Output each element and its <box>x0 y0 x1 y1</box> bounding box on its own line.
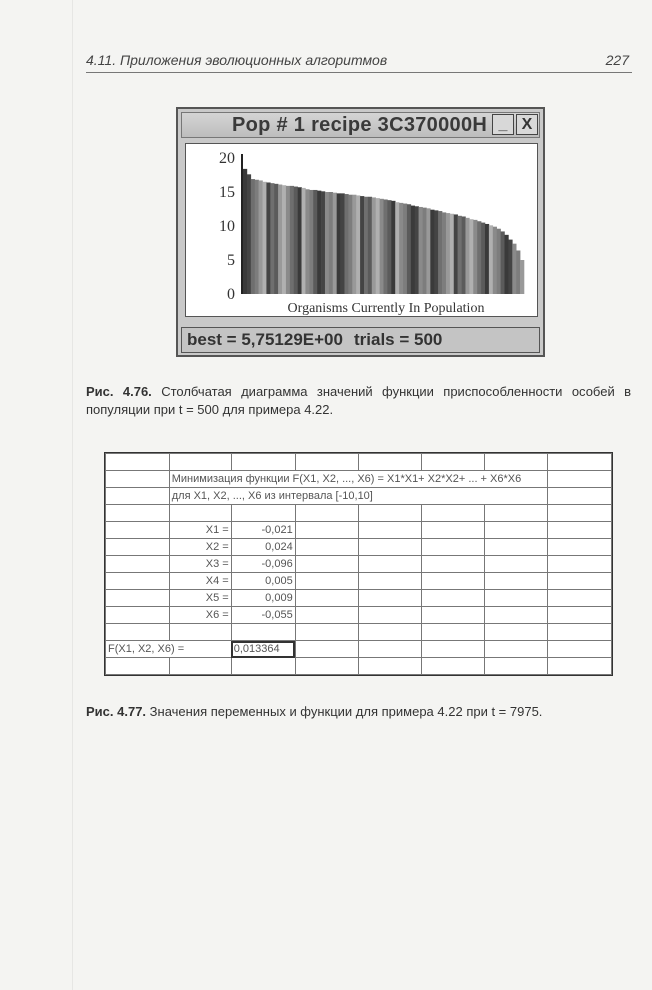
sheet-cell[interactable] <box>484 658 547 675</box>
sheet-cell[interactable] <box>295 539 358 556</box>
sheet-cell[interactable] <box>106 624 170 641</box>
sheet-cell[interactable] <box>106 590 170 607</box>
sheet-cell[interactable] <box>106 556 170 573</box>
sheet-cell[interactable] <box>106 522 170 539</box>
sheet-row <box>106 488 612 505</box>
sheet-cell[interactable] <box>358 624 421 641</box>
bar <box>446 213 450 294</box>
sheet-cell[interactable] <box>358 641 421 658</box>
variable-label[interactable]: X4 = <box>169 573 231 590</box>
variable-label[interactable]: X1 = <box>169 522 231 539</box>
minimize-button[interactable]: _ <box>492 114 514 135</box>
bar <box>302 188 306 294</box>
section-title: 4.11. Приложения эволюционных алгоритмов <box>86 52 388 68</box>
sheet-row <box>106 658 612 675</box>
sheet-cell[interactable] <box>547 624 611 641</box>
bar <box>411 206 415 294</box>
caption-text: Значения переменных и функции для примера 4.22 при t = 7975. <box>149 704 543 719</box>
y-tick-label: 0 <box>227 286 235 303</box>
sheet-cell[interactable] <box>106 607 170 624</box>
variable-value[interactable]: -0,055 <box>231 607 295 624</box>
variable-label[interactable]: X5 = <box>169 590 231 607</box>
bar <box>321 191 325 294</box>
sheet-cell[interactable] <box>169 454 231 471</box>
sheet-cell[interactable] <box>358 590 421 607</box>
bar <box>477 221 481 294</box>
bar <box>454 214 458 294</box>
running-header <box>86 50 631 72</box>
bar <box>380 199 384 294</box>
bar <box>290 186 294 294</box>
sheet-cell[interactable] <box>358 658 421 675</box>
sheet-cell[interactable] <box>106 505 170 522</box>
sheet-cell[interactable] <box>358 539 421 556</box>
sheet-cell[interactable] <box>547 573 611 590</box>
sheet-cell[interactable] <box>231 505 295 522</box>
sheet-cell[interactable] <box>547 505 611 522</box>
bar <box>247 174 251 294</box>
bar <box>259 180 263 294</box>
bar <box>426 208 430 294</box>
sheet-cell[interactable] <box>358 607 421 624</box>
bar <box>317 191 321 294</box>
caption-label: Рис. 4.76. <box>86 384 152 399</box>
bar <box>399 203 403 294</box>
bar <box>337 193 341 294</box>
bar <box>438 211 442 294</box>
sheet-title-line[interactable]: для X1, X2, ..., X6 из интервала [-10,10] <box>169 488 547 505</box>
bar <box>508 240 512 294</box>
sheet-cell[interactable] <box>547 590 611 607</box>
bar <box>298 187 302 294</box>
sheet-cell[interactable] <box>231 624 295 641</box>
sheet-cell[interactable] <box>358 573 421 590</box>
bar <box>434 210 438 294</box>
bar <box>442 212 446 294</box>
sheet-cell[interactable] <box>547 488 611 505</box>
variable-label[interactable]: X6 = <box>169 607 231 624</box>
sheet-cell[interactable] <box>421 539 484 556</box>
spreadsheet-grid <box>105 453 612 675</box>
bar <box>430 210 434 294</box>
sheet-cell[interactable] <box>106 454 170 471</box>
bar <box>368 197 372 294</box>
variable-label[interactable]: X3 = <box>169 556 231 573</box>
bar <box>356 195 360 294</box>
sheet-cell[interactable] <box>421 658 484 675</box>
bar <box>263 182 267 294</box>
bar <box>516 250 520 294</box>
bar <box>266 182 270 294</box>
sheet-row <box>106 590 612 607</box>
sheet-row <box>106 522 612 539</box>
bar <box>473 220 477 294</box>
sheet-cell[interactable] <box>106 488 170 505</box>
bar <box>391 201 395 294</box>
sheet-row <box>106 539 612 556</box>
sheet-row <box>106 641 612 658</box>
sheet-cell[interactable] <box>231 454 295 471</box>
spreadsheet <box>104 452 613 676</box>
sheet-cell[interactable] <box>295 641 358 658</box>
bar <box>469 219 473 294</box>
window-titlebar[interactable] <box>181 112 540 138</box>
y-tick-label: 15 <box>219 184 235 201</box>
bar <box>364 197 368 294</box>
bar <box>493 227 497 294</box>
close-button[interactable]: X <box>516 114 538 135</box>
y-tick-label: 10 <box>219 218 235 235</box>
sheet-cell[interactable] <box>421 556 484 573</box>
bar <box>294 187 298 294</box>
window-title: Pop # 1 recipe 3C370000H <box>232 114 488 136</box>
sheet-cell[interactable] <box>295 590 358 607</box>
sheet-cell[interactable] <box>547 607 611 624</box>
bar <box>458 216 462 294</box>
bar <box>423 208 427 294</box>
sheet-cell[interactable] <box>484 522 547 539</box>
sheet-cell[interactable] <box>295 573 358 590</box>
sheet-row <box>106 556 612 573</box>
variable-value[interactable]: -0,021 <box>231 522 295 539</box>
sheet-cell[interactable] <box>106 658 170 675</box>
result-value[interactable]: 0,013364 <box>231 641 295 658</box>
sheet-cell[interactable] <box>547 641 611 658</box>
sheet-cell[interactable] <box>547 658 611 675</box>
x-axis-label: Organisms Currently In Population <box>287 301 485 316</box>
sheet-cell[interactable] <box>484 539 547 556</box>
sheet-cell[interactable] <box>358 505 421 522</box>
sheet-row <box>106 573 612 590</box>
sheet-cell[interactable] <box>484 454 547 471</box>
sheet-row <box>106 471 612 488</box>
bar <box>497 229 501 294</box>
bar <box>465 218 469 294</box>
bar <box>360 196 364 294</box>
best-value: best = 5,75129E+00 <box>187 330 343 349</box>
bar <box>255 180 259 294</box>
sheet-row <box>106 505 612 522</box>
sheet-cell[interactable] <box>358 522 421 539</box>
figure-4-76-caption <box>86 383 631 419</box>
variable-value[interactable]: 0,024 <box>231 539 295 556</box>
bar <box>243 169 247 294</box>
trials-value: trials = 500 <box>354 330 443 349</box>
result-label[interactable]: F(X1, X2, X6) = <box>106 641 232 658</box>
bar <box>333 193 337 294</box>
sheet-cell[interactable] <box>421 641 484 658</box>
bar <box>407 204 411 294</box>
bar <box>286 186 290 294</box>
variable-label[interactable]: X2 = <box>169 539 231 556</box>
sheet-cell[interactable] <box>484 505 547 522</box>
sheet-cell[interactable] <box>295 607 358 624</box>
bar <box>504 235 508 294</box>
sheet-cell[interactable] <box>295 505 358 522</box>
variable-value[interactable]: 0,005 <box>231 573 295 590</box>
sheet-cell[interactable] <box>295 624 358 641</box>
sheet-cell[interactable] <box>295 658 358 675</box>
bar <box>403 204 407 294</box>
sheet-cell[interactable] <box>421 505 484 522</box>
sheet-cell[interactable] <box>547 471 611 488</box>
variable-value[interactable]: -0,096 <box>231 556 295 573</box>
sheet-cell[interactable] <box>421 624 484 641</box>
header-rule <box>86 72 632 73</box>
fitness-bar-chart <box>186 144 537 316</box>
sheet-cell[interactable] <box>547 539 611 556</box>
bar <box>348 195 352 294</box>
bar <box>329 192 333 294</box>
bar <box>274 184 278 294</box>
bar <box>395 202 399 294</box>
sheet-cell[interactable] <box>106 471 170 488</box>
bar <box>251 179 255 294</box>
sheet-cell[interactable] <box>547 556 611 573</box>
sheet-cell[interactable] <box>295 522 358 539</box>
sheet-row <box>106 454 612 471</box>
sheet-cell[interactable] <box>547 522 611 539</box>
figure-4-77-caption <box>86 703 631 721</box>
chart-plot-area <box>185 143 538 317</box>
bar <box>270 183 274 294</box>
sheet-cell[interactable] <box>106 573 170 590</box>
sheet-cell[interactable] <box>484 556 547 573</box>
bar <box>344 194 348 294</box>
sheet-cell[interactable] <box>358 556 421 573</box>
bar <box>450 214 454 294</box>
bar <box>325 192 329 294</box>
bar <box>384 199 388 294</box>
sheet-cell[interactable] <box>231 658 295 675</box>
bar <box>278 185 282 294</box>
sheet-cell[interactable] <box>169 505 231 522</box>
bar <box>305 189 309 294</box>
bar <box>372 197 376 294</box>
bar <box>481 223 485 294</box>
sheet-cell[interactable] <box>547 454 611 471</box>
population-window <box>176 107 545 357</box>
status-bar <box>181 327 540 353</box>
sheet-cell[interactable] <box>421 590 484 607</box>
bar <box>309 190 313 294</box>
caption-label: Рис. 4.77. <box>86 704 147 719</box>
sheet-row <box>106 624 612 641</box>
page-number: 227 <box>605 52 629 68</box>
sheet-cell[interactable] <box>421 454 484 471</box>
bar <box>376 198 380 294</box>
bar <box>485 224 489 294</box>
sheet-cell[interactable] <box>295 454 358 471</box>
sheet-cell[interactable] <box>169 624 231 641</box>
bar <box>462 216 466 294</box>
bar <box>520 260 524 294</box>
sheet-cell[interactable] <box>484 573 547 590</box>
bar <box>415 206 419 294</box>
y-tick-label: 5 <box>227 252 235 269</box>
sheet-cell[interactable] <box>106 539 170 556</box>
bar <box>341 193 345 294</box>
sheet-cell[interactable] <box>421 607 484 624</box>
bar <box>501 231 505 294</box>
bar <box>512 244 516 294</box>
sheet-cell[interactable] <box>484 624 547 641</box>
sheet-cell[interactable] <box>295 556 358 573</box>
sheet-cell[interactable] <box>358 454 421 471</box>
sheet-cell[interactable] <box>421 573 484 590</box>
bar <box>352 195 356 294</box>
variable-value[interactable]: 0,009 <box>231 590 295 607</box>
caption-text: Столбчатая диаграмма значений функции приспособленности особей в популяции при t = 500 для примера 4.22. <box>86 384 631 417</box>
y-tick-label: 20 <box>219 150 235 167</box>
sheet-cell[interactable] <box>484 641 547 658</box>
sheet-cell[interactable] <box>169 658 231 675</box>
bar <box>419 207 423 294</box>
bar <box>282 185 286 294</box>
sheet-title-line[interactable]: Минимизация функции F(X1, X2, ..., X6) = X1*X1+ X2*X2+ ... + X6*X6 <box>169 471 547 488</box>
sheet-row <box>106 607 612 624</box>
bar <box>489 225 493 294</box>
sheet-cell[interactable] <box>484 607 547 624</box>
sheet-cell[interactable] <box>421 522 484 539</box>
sheet-cell[interactable] <box>484 590 547 607</box>
bar <box>387 200 391 294</box>
bar <box>313 190 317 294</box>
